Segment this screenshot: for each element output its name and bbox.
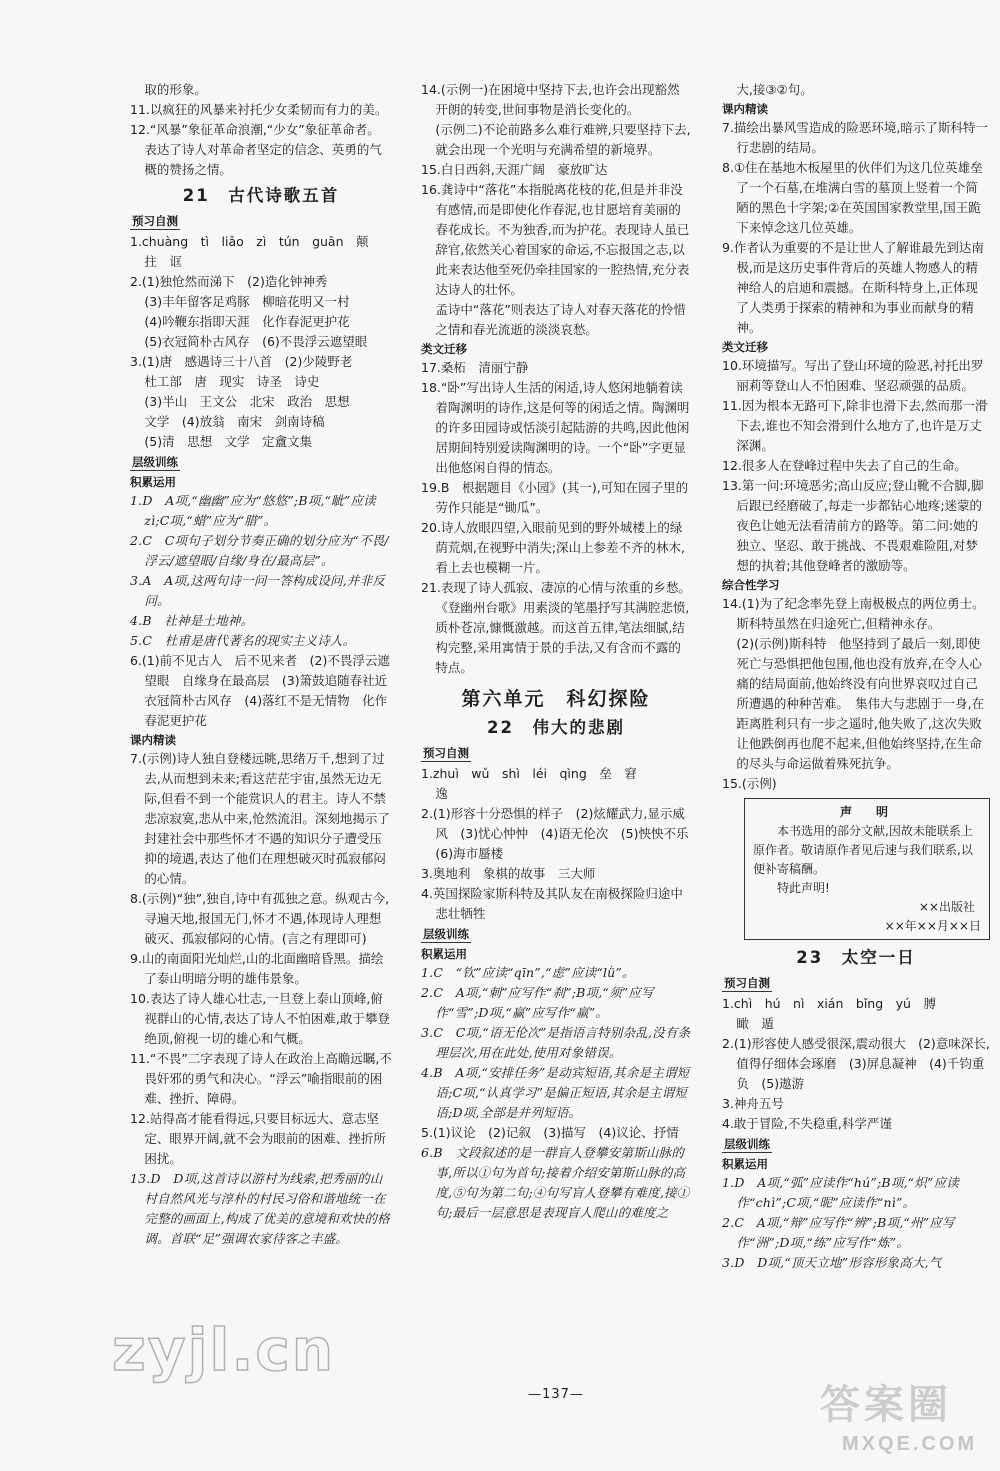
answer-continuation: 瞰 遁 [736,1016,774,1031]
answer-item: 10.环境描写。写出了登山环境的险恶,衬托出罗丽莉等登山人不怕困难、坚忍顽强的品质。 [722,358,984,393]
answer-item: 17.桑柘 清丽宁静 [421,360,529,375]
subsection-label: 积累运用 [130,475,176,489]
answer-continuation: 杜工部 唐 现实 诗圣 诗史 [144,374,320,389]
answer-item: 3.(1)唐 感遇诗三十八首 (2)少陵野老 [130,354,353,369]
answer-item: 2.(1)独怆然而涕下 (2)造化钟神秀 [130,274,328,289]
answer-item: 1.chì hú nì xián bǐng yú 膊 [722,996,936,1011]
page-number: —137— [528,1387,584,1402]
answer-continuation: 逸 [435,786,448,801]
answer-continuation: (5)衣冠简朴古风存 (6)不畏浮云遮望眼 [144,334,368,349]
answer-item: 13.D D项,这首诗以游村为线索,把秀丽的山村自然风光与淳朴的村民习俗和谐地统一在完整的画面上,构成了优美的意境和欢快的格调。首联“足”强调农家待客之丰盛。 [130,1171,390,1246]
section-label: 预习自测 [132,214,178,228]
answer-item: 2.(1)形容十分恐惧的样子 (2)炫耀武力,显示威风 (3)忧心忡忡 (4)语无伦次 (5)怏怏不乐 (6)海市蜃楼 [421,806,702,861]
answer-continuation: 文学 (4)放翁 南宋 剑南诗稿 [144,414,325,429]
subsection-label: 积累运用 [421,947,467,961]
statement-date: ××年××月××日 [884,919,981,933]
answer-continuation: 大,接③②句。 [736,82,813,97]
left-column [130,80,400,1249]
section-label: 预习自测 [724,976,770,990]
subsection-label: 类文迁移 [421,342,467,356]
watermark-right-logo: 答案圈 [820,1382,952,1428]
answer-item: 8.①住在基地木板屋里的伙伴们为这几位英雄垒了一个石墓,在堆满白雪的墓顶上竖着一个简陋的黑色十字架;②在英国国家教堂里,国王跪下来悼念这几位英雄。 [722,160,983,235]
answer-item: 21.表现了诗人孤寂、凄凉的心情与浓重的乡愁。《登幽州台歌》用素淡的笔墨抒写其满腔悲愤,质朴苍凉,慷慨激越。而这首五律,笔法细腻,结构完整,采用寓情于景的手法,又有含而不露的特点。 [421,580,691,675]
answer-item: 11.“不畏”二字表现了诗人在政治上高瞻远瞩,不畏奸邪的勇气和决心。“浮云”喻指眼前的困难、挫折、障碍。 [130,1051,392,1106]
answer-item: 2.C C项句子划分节奏正确的划分应为“不畏/浮云/遮望眼/自缘/身在/最高层”。 [130,533,389,568]
answer-item: 14.(1)为了纪念率先登上南极极点的两位勇士。斯科特虽然在归途死亡,但精神永存。 [722,596,985,631]
lesson-title: 22 伟大的悲剧 [487,718,625,737]
section-label: 层级训练 [132,455,178,469]
answer-item: 1.chuàng tì liǎo zì tún guān 颠 [130,234,369,249]
answer-item: 8.(示例)“独”,独自,诗中有孤独之意。纵观古今,寻遍天地,报国无门,怀才不遇,体现诗人理想破灭、孤寂郁闷的心情。(言之有理即可) [130,891,390,946]
answer-item: 13.第一问:环境恶劣;高山反应;登山靴不合脚,脚后跟已经磨破了,每走一步都钻心地疼;迷蒙的夜色让她无法看清前方的路等。第二问:她的独立、坚忍、敢于挑战、不畏艰难险阻,对梦想的执着;其他登峰者的激励等。 [722,478,984,573]
answer-item: 3.A A项,这两句诗一问一答构成设问,并非反问。 [130,573,386,608]
answer-item: 3.D D项,“顶天立地”形容形象高大,气 [722,1255,942,1270]
subsection-label: 类文迁移 [722,340,768,354]
answer-item: 12.站得高才能看得远,只要目标远大、意志坚定、眼界开阔,就不会为眼前的困难、挫折所困扰。 [130,1111,386,1166]
answer-item: 4.B A项,“安排任务”是动宾短语,其余是主谓短语;C项,“认真学习”是偏正短语,其余是主谓短语;D项,全部是并列短语。 [421,1065,690,1120]
answer-item: 4.英国探险家斯科特及其队友在南极探险归途中悲壮牺牲 [421,886,683,921]
answer-continuation: 取的形象。 [144,82,207,97]
answer-item: 6.B 文段叙述的是一群盲人登攀安第斯山脉的事,所以①句为首句;接着介绍安第斯山脉的高度,⑤句为第二句;④句写盲人登攀有难度,接①句;最后一层意思是表现盲人爬山的难度之 [421,1145,690,1220]
answer-item: 6.(1)前不见古人 后不见来者 (2)不畏浮云遮望眼 自缘身在最高层 (3)箫鼓追随春社近 衣冠简朴古风存 (4)落红不是无情物 化作春泥更护花 [130,653,400,728]
statement-publisher: ××出版社 [918,900,975,914]
answer-continuation: (5)清 思想 文学 定盦文集 [144,434,313,449]
answer-item: 1.zhuì wǔ shì léi qìng 垒 窘 [421,766,637,781]
statement-box [744,798,990,940]
answer-item: 7.(示例)诗人独自登楼远眺,思绪万千,想到了过去,从而想到未来;看这茫茫宇宙,虽然无边无际,但看不到一个能赏识人的君主。诗人不禁悲凉寂寞,悲从中来,怆然流泪。深刻地揭示了封建社会中那些怀才不遇的知识分子遭受压抑的境遇,表达了他们在理想破灭时孤寂郁闷的心情。 [130,751,390,886]
answer-item: 9.作者认为重要的不是让世人了解谁最先到达南极,而是这历史事件背后的英雄人物感人的精神给人的启迪和震撼。在斯科特身上,正体现了人类勇于探索的精神和为事业而献身的精神。 [722,240,984,335]
subsection-label: 积累运用 [722,1157,768,1171]
answer-item: 11.因为根本无路可下,除非也滑下去,然而那一滑下去,谁也不知会滑到什么地方了,也许是万丈深渊。 [722,398,988,453]
answer-item: 15.(示例) [722,776,777,791]
answer-item: 10.表达了诗人雄心壮志,一旦登上泰山顶峰,俯视群山的心情,表达了诗人不怕困难,敢于攀登绝顶,俯视一切的雄心和气概。 [130,991,390,1046]
answer-continuation: 孟诗中“落花”则表达了诗人对春天落花的怜惜之情和春光流逝的淡淡哀愁。 [435,302,686,337]
answer-continuation: (4)吟鞭东指即天涯 化作春泥更护花 [144,314,350,329]
answer-item: 18.“卧”写出诗人生活的闲适,诗人悠闲地躺着读着陶渊明的诗作,这是何等的闲适之情。陶渊明的许多田园诗或恬淡引起陆游的共鸣,因此他闲居期间特别爱读陶渊明的诗。一个“卧”字更显出他悠闲自得的情态。 [421,380,690,475]
lesson-title: 21 古代诗歌五首 [182,186,340,205]
answer-item: 4.敢于冒险,不失稳重,科学严谨 [722,1116,892,1131]
answer-continuation: 拄 诓 [144,254,182,269]
watermark-left: zyjl.cn [112,1316,336,1384]
answer-item: 5.(1)议论 (2)记叙 (3)描写 (4)议论、抒情 [421,1125,679,1140]
answer-item: 11.以疯狂的风暴来衬托少女柔韧而有力的美。 [130,102,388,117]
section-label: 预习自测 [423,746,469,760]
answer-item: 9.山的南面阳光灿烂,山的北面幽暗昏黑。描绘了泰山明暗分明的雄伟景象。 [130,951,384,986]
subsection-label: 综合性学习 [722,578,780,592]
subsection-label: 课内精读 [130,733,176,747]
answer-item: 4.B 社神是土地神。 [130,613,254,628]
answer-item: 12.很多人在登峰过程中失去了自己的生命。 [722,458,967,473]
statement-closing: 特此声明! [777,881,830,895]
section-label: 层级训练 [724,1137,770,1151]
watermark-right-url: MXQE.COM [842,1433,978,1455]
answer-continuation: (示例二)不论前路多么难行难辨,只要坚持下去,就会出现一个光明与充满希望的新境界。 [435,122,691,157]
lesson-title: 23 太空一日 [796,948,916,967]
subsection-label: 课内精读 [722,102,768,116]
answer-item: 1.C “钦”应读“qīn”,“虑”应读“lǜ”。 [421,965,635,980]
answer-item: 19.B 根据题目《小园》(其一),可知在园子里的劳作只能是“锄瓜”。 [421,480,689,515]
answer-item: 2.(1)形容使人感受很深,震动很大 (2)意味深长,值得仔细体会琢磨 (3)屏息凝神 (4)千钧重负 (5)遨游 [722,1036,990,1091]
answer-continuation: (2)(示例)斯科特 他坚持到了最后一刻,即使死亡与恐惧把他包围,他也没有放弃,在令人心痛的结局面前,他始终没有向世界哀叹过自己所遭遇的种种苦难。 集伟大与悲剧于一身,在距离胜利只有一步之遥时,他失败了,这次失败让他跌倒再也爬不起来,但他始终坚持,在生命的尽头与命运做着殊死抗争。 [736,636,985,771]
statement-title: 声 明 [839,805,894,819]
answer-item: 15.白日西斜,天涯广阔 豪放旷达 [421,162,608,177]
answer-item: 7.描绘出暴风雪造成的险恶环境,暗示了斯科特一行悲剧的结局。 [722,120,988,155]
statement-body: 本书选用的部分文献,因故未能联系上原作者。敬请原作者见后速与我们联系,以便补寄稿酬。 [753,824,973,876]
answer-item: 3.神舟五号 [722,1096,784,1111]
answer-continuation: (3)半山 王文公 北宋 政治 思想 [144,394,350,409]
answer-item: 2.C A项,“刺”应写作“刹”;B项,“须”应写作“雪”;D项,“赢”应写作“羸”。 [421,985,654,1020]
answer-item: 3.奥地利 象棋的故事 三大师 [421,866,596,881]
answer-item: 14.(示例一)在困境中坚持下去,也许会出现豁然开朗的转变,世间事物是消长变化的。 [421,82,680,117]
answer-item: 1.D A项,“幽幽”应为“悠悠”;B项,“眦”应读zì;C项,“蜡”应为“腊”。 [130,493,376,528]
answer-item: 5.C 杜甫是唐代著名的现实主义诗人。 [130,633,356,648]
answer-item: 20.诗人放眼四望,入眼前见到的野外城楼上的绿荫荒烟,在视野中消失;深山上参差不齐的林木,看上去也模糊一片。 [421,520,686,575]
answer-item: 16.龚诗中“落花”本指脱离花枝的花,但是并非没有感情,而是即使化作春泥,也甘愿培育美丽的春花成长。不为独香,而为护花。表现诗人虽已辞官,依然关心着国家的命运,不忘报国之志,以此来表达他至死仍牵挂国家的一腔热情,充分表达诗人的壮怀。 [421,182,690,297]
right-column [722,80,990,1273]
unit-title: 第六单元 科幻探险 [461,688,651,710]
answer-item: 12.“风暴”象征革命浪潮,“少女”象征革命者。表达了诗人对革命者坚定的信念、英勇的气概的赞扬之情。 [130,122,382,177]
answer-item: 3.C C项,“语无伦次”是指语言特别杂乱,没有条理层次,用在此处,使用对象错误。 [421,1025,691,1060]
answer-continuation: (3)丰年留客足鸡豚 柳暗花明又一村 [144,294,350,309]
answer-item: 2.C A项,“辩”应写作“辨”;B项,“州”应写作“洲”;D项,“练”应写作“炼”。 [722,1215,955,1250]
section-label: 层级训练 [423,927,469,941]
middle-column [421,80,702,1223]
answer-item: 1.D A项,“弧”应读作“hú”;B项,“炽”应读作“chì”;C项,“昵”应读作“nì”。 [722,1175,959,1210]
